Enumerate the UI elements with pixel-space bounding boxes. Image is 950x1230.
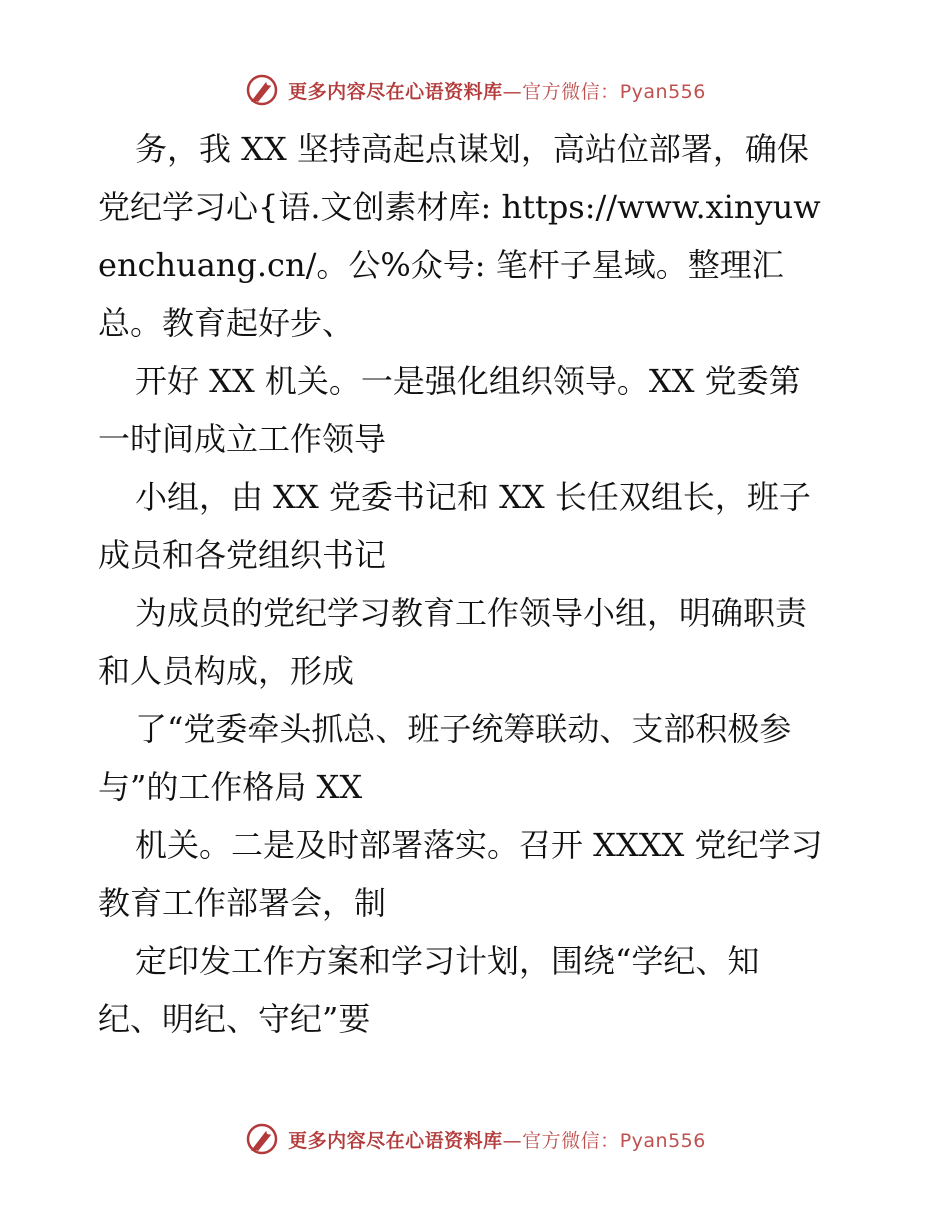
banner-title: 更多内容尽在心语资料库 bbox=[288, 80, 503, 103]
text-line: 成员和各党组织书记 bbox=[98, 536, 387, 574]
banner-wechat-label: 官方微信： bbox=[522, 80, 620, 103]
text-line: 了“党委牵头抓总、班子统筹联动、支部积极参 bbox=[135, 710, 792, 748]
banner-wechat-label: 官方微信： bbox=[522, 1129, 620, 1152]
text-line: 与”的工作格局 XX bbox=[98, 768, 363, 806]
text-line: 一时间成立工作领导 bbox=[98, 420, 387, 458]
text-line: 纪、明纪、守纪”要 bbox=[98, 1000, 371, 1038]
footer-banner bbox=[0, 1119, 950, 1159]
banner-title: 更多内容尽在心语资料库 bbox=[288, 1129, 503, 1152]
text-line: 教育工作部署会，制 bbox=[98, 884, 387, 922]
text-line: 小组，由 XX 党委书记和 XX 长任双组长，班子 bbox=[135, 478, 811, 516]
text-line: enchuang.cn/。公%众号: 笔杆子星域。整理汇 bbox=[98, 246, 784, 284]
text-line: 总。教育起好步、 bbox=[98, 304, 355, 342]
text-line: 为成员的党纪学习教育工作领导小组，明确职责 bbox=[135, 594, 808, 632]
text-line: 党纪学习心{语.文创素材库: https://www.xinyuw bbox=[98, 188, 821, 226]
document-body bbox=[98, 120, 858, 1048]
banner-dash: — bbox=[502, 80, 523, 103]
text-line: 定印发工作方案和学习计划，围绕“学纪、知 bbox=[135, 942, 760, 980]
banner-wechat-id: Pyan556 bbox=[619, 1129, 706, 1152]
banner-wechat-id: Pyan556 bbox=[619, 80, 706, 103]
banner-dash: — bbox=[502, 1129, 523, 1152]
header-banner bbox=[0, 70, 950, 110]
text-line: 开好 XX 机关。一是强化组织领导。XX 党委第 bbox=[135, 362, 801, 400]
text-line: 机关。二是及时部署落实。召开 XXXX 党纪学习 bbox=[135, 826, 823, 864]
pen-logo-icon bbox=[244, 1121, 280, 1157]
text-line: 和人员构成，形成 bbox=[98, 652, 355, 690]
text-line: 务，我 XX 坚持高起点谋划，高站位部署，确保 bbox=[135, 130, 809, 168]
pen-logo-icon bbox=[244, 72, 280, 108]
